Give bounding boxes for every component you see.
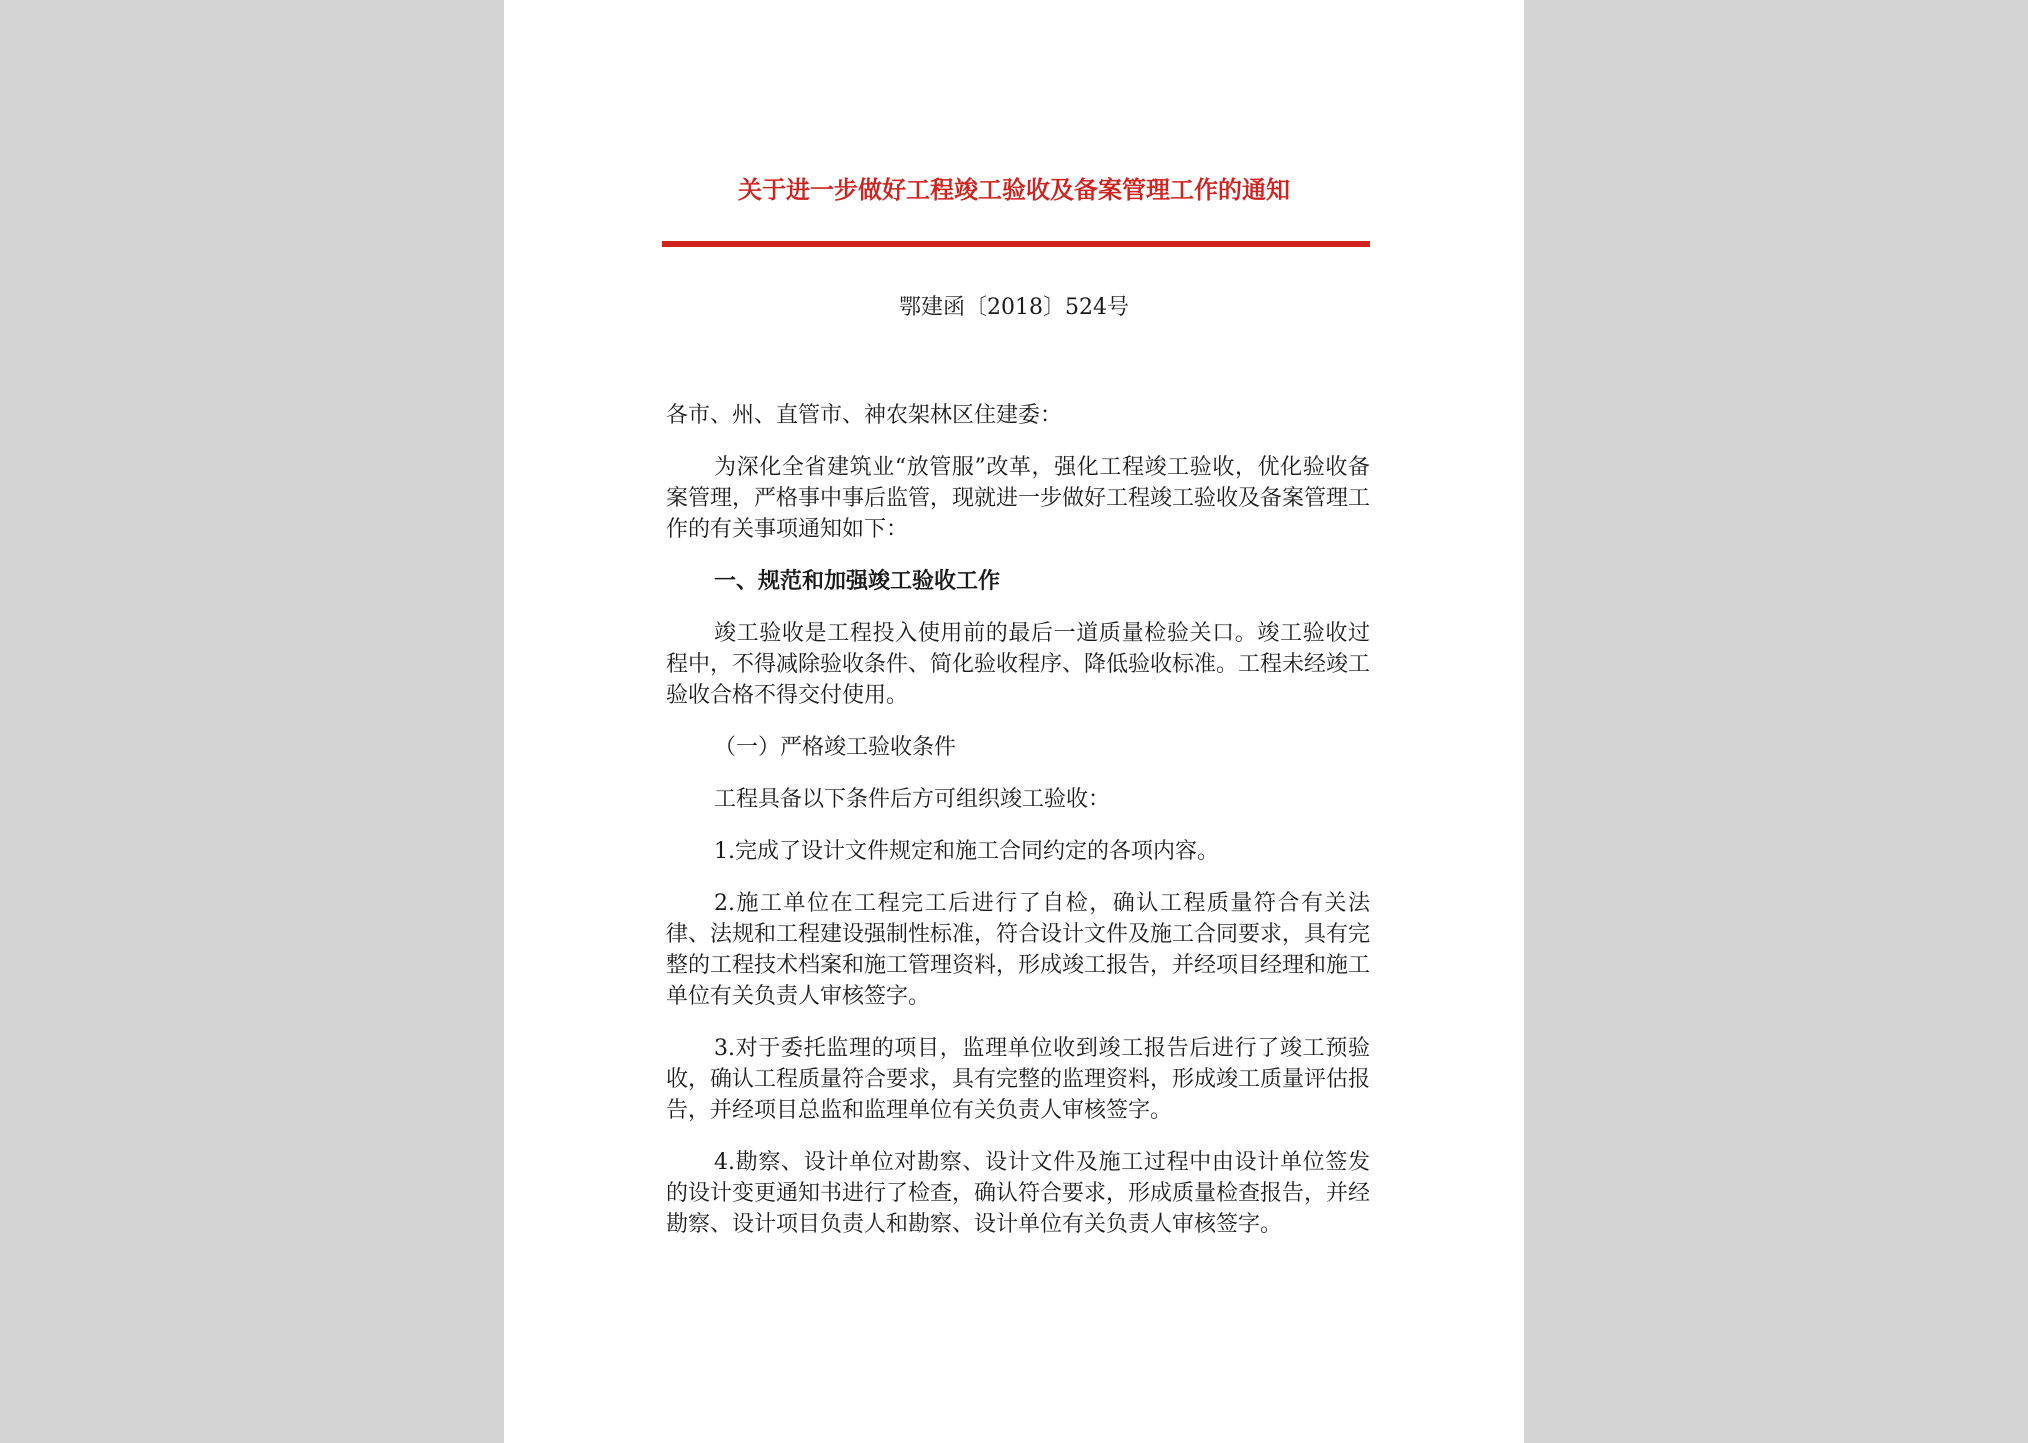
subsection-heading: （一）严格竣工验收条件 <box>714 735 957 760</box>
section-heading: 一、规范和加强竣工验收工作 <box>714 568 1001 594</box>
list-item: 4.勘察、设计单位对勘察、设计文件及施工过程中由设计单位签发的设计变更通知书进行了检查，确认符合要求，形成质量检查报告，并经勘察、设计项目负责人和勘察、设计单位有关负责人审核签字。 <box>666 1150 1371 1237</box>
paragraph: 工程具备以下条件后方可组织竣工验收： <box>714 787 1111 812</box>
page-title: 关于进一步做好工程竣工验收及备案管理工作的通知 <box>738 175 1290 204</box>
paragraph: 竣工验收是工程投入使用前的最后一道质量检验关口。竣工验收过程中，不得减除验收条件、简化验收程序、降低验收标准。工程未经竣工验收合格不得交付使用。 <box>666 621 1371 708</box>
list-item: 2.施工单位在工程完工后进行了自检，确认工程质量符合有关法律、法规和工程建设强制性标准，符合设计文件及施工合同要求，具有完整的工程技术档案和施工管理资料，形成竣工报告，并经项目经理和施工单位有关负责人审核签字。 <box>666 891 1371 1009</box>
list-item: 1.完成了设计文件规定和施工合同约定的各项内容。 <box>714 839 1219 864</box>
paragraph-intro: 为深化全省建筑业“放管服”改革，强化工程竣工验收，优化验收备案管理，严格事中事后监管，现就进一步做好工程竣工验收及备案管理工作的有关事项通知如下： <box>666 455 1371 542</box>
red-divider <box>662 241 1370 247</box>
list-item: 3.对于委托监理的项目，监理单位收到竣工报告后进行了竣工预验收，确认工程质量符合要求，具有完整的监理资料，形成竣工质量评估报告，并经项目总监和监理单位有关负责人审核签字。 <box>666 1036 1371 1123</box>
document-page <box>504 0 1524 1443</box>
document-body <box>666 400 1370 1261</box>
document-number: 鄂建函〔2018〕524号 <box>899 295 1129 320</box>
salutation: 各市、州、直管市、神农架林区住建委： <box>666 403 1063 428</box>
